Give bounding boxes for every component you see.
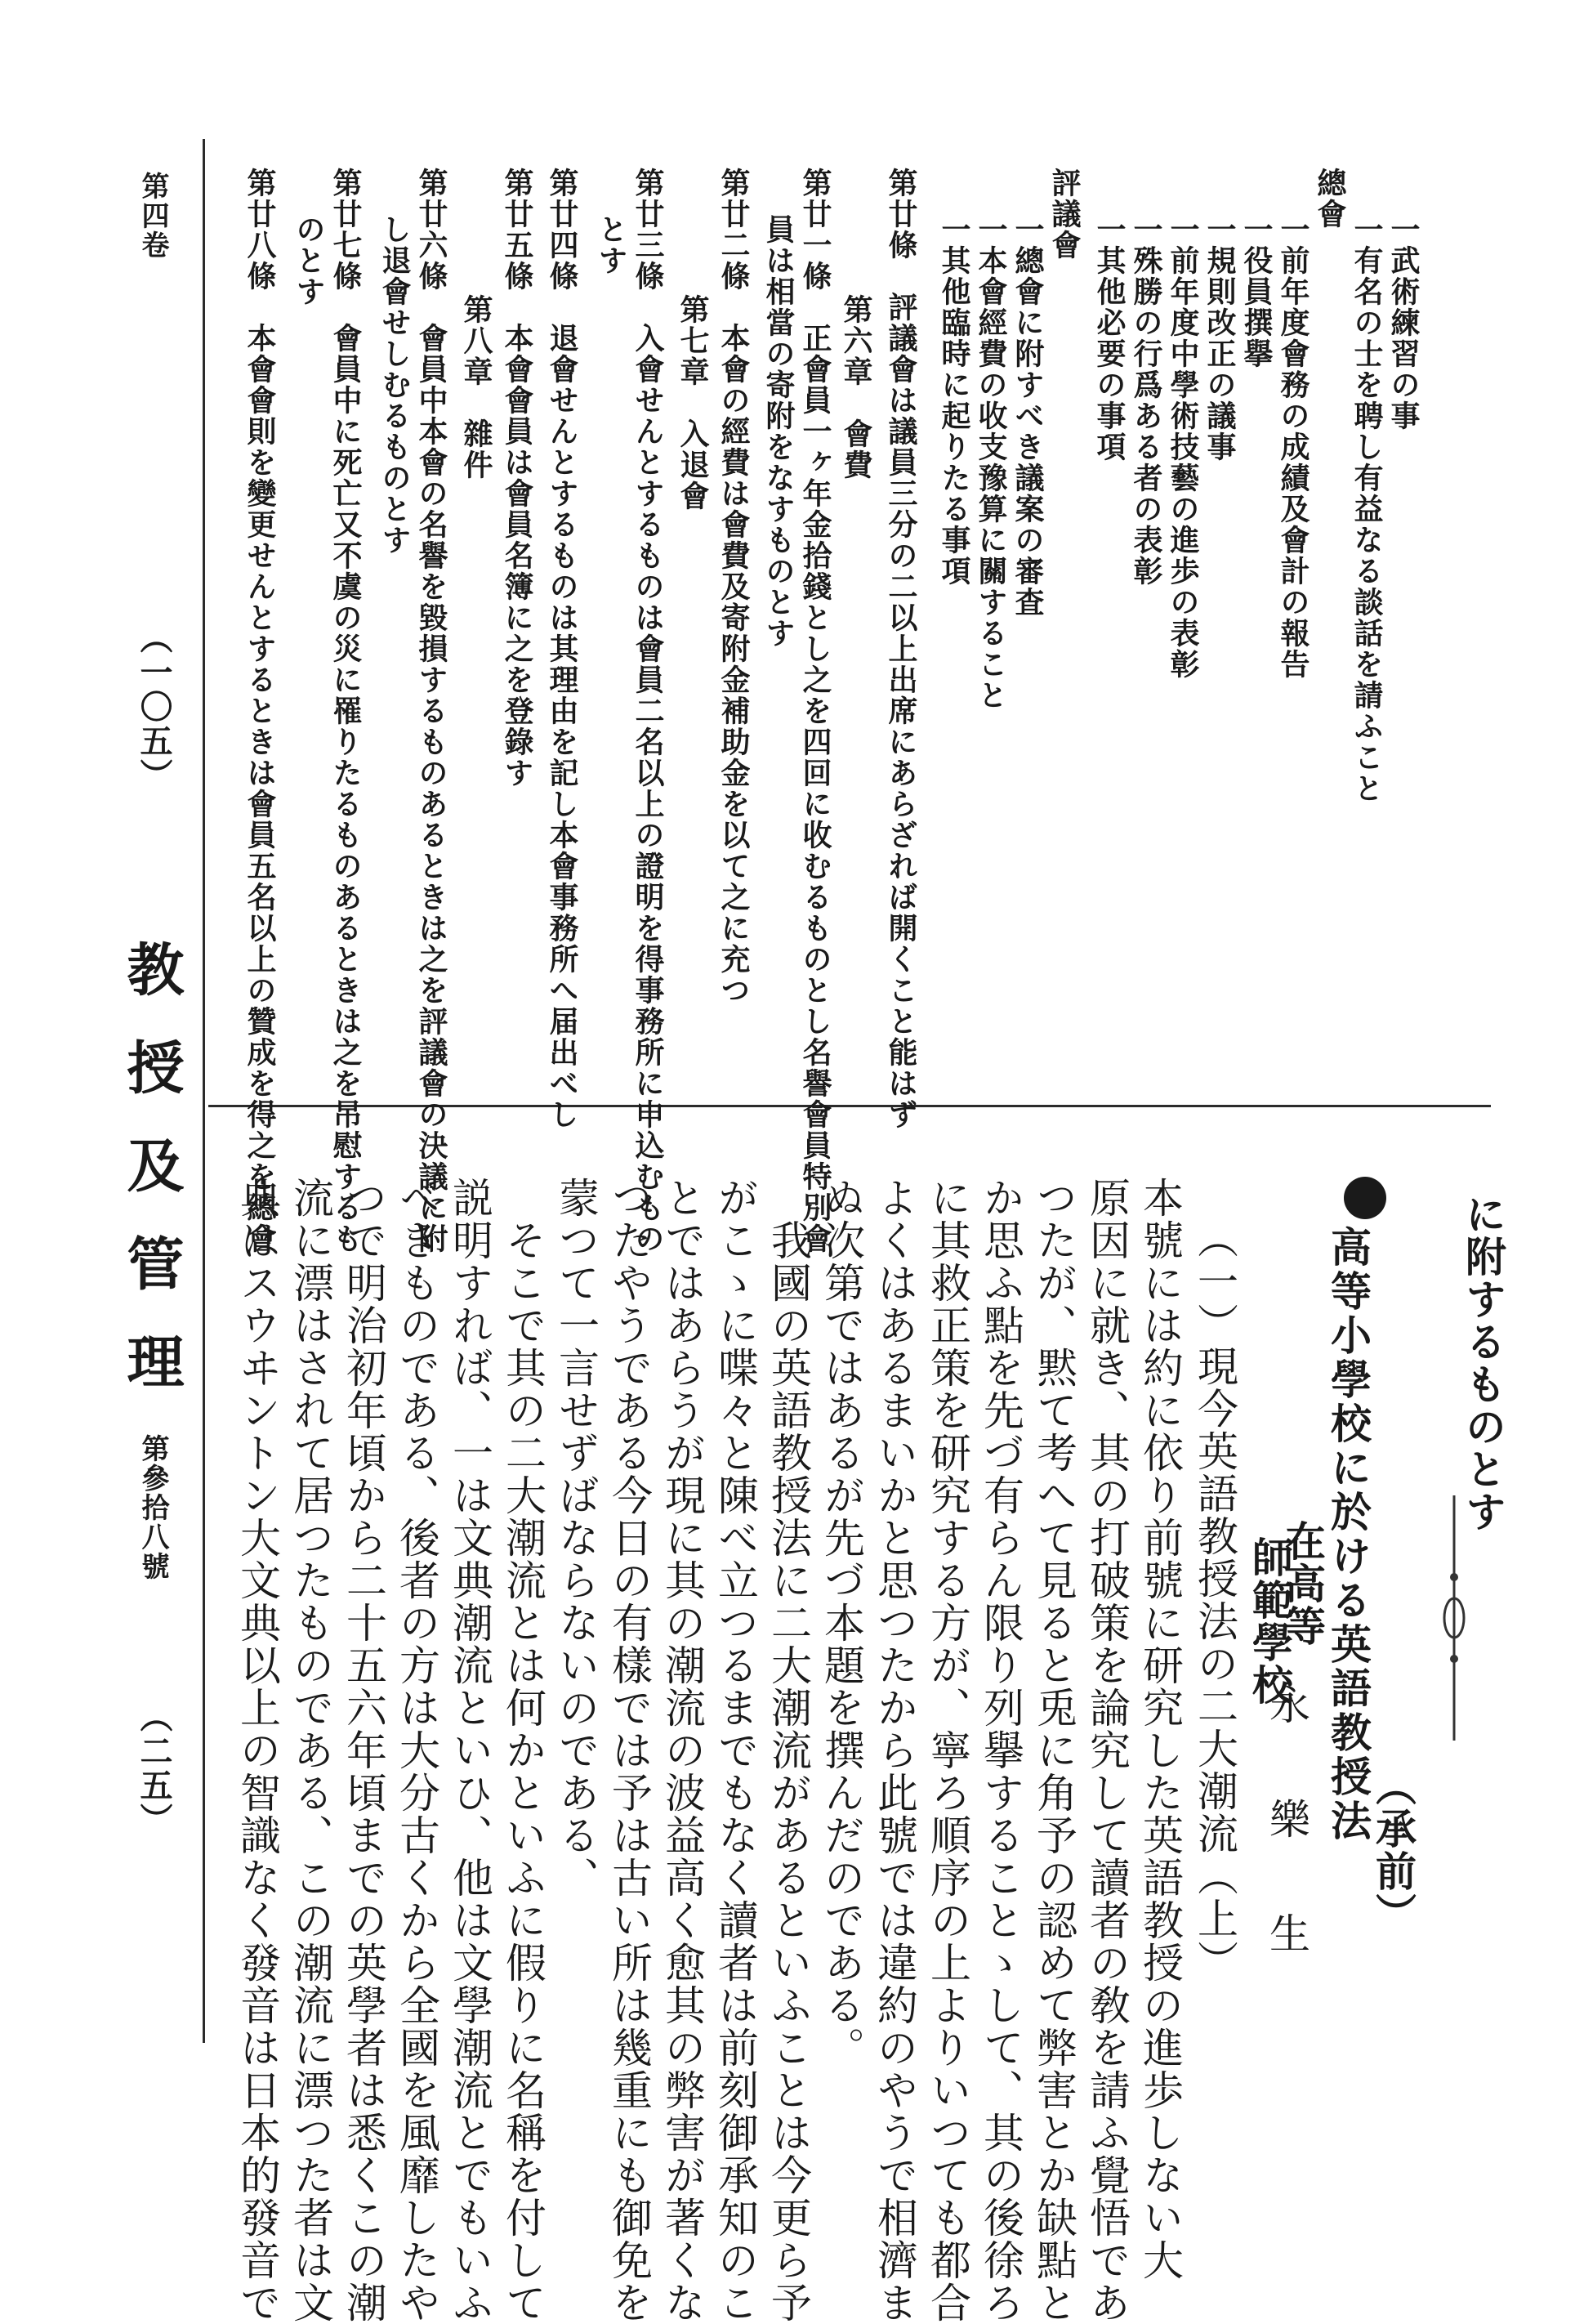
regulation-article: 第廿二條 本會の經費は會費及寄附金補助金を以て之に充つ: [716, 168, 751, 1006]
regulation-line: 一役員撰擧: [1239, 214, 1274, 369]
chapter-heading: 第六章 會費: [839, 294, 873, 480]
regulation-line: 員は相當の寄附をなすものとす: [761, 214, 796, 649]
regulation-article: 第廿七條 會員中に死亡又不虞の災に罹りたるものあるときは之を吊慰するも: [328, 168, 363, 1254]
article-title-note: （承前）: [1369, 1765, 1417, 1935]
body-text-column: 我國の英語教授法に二大潮流があるといふことは今更ら予: [765, 1177, 812, 2324]
ornament-divider-icon: [1438, 1495, 1470, 1741]
regulation-heading: 評議會: [1047, 168, 1082, 261]
regulation-article: 第廿五條 本會會員は會員名簿に之を登錄す: [500, 168, 534, 789]
regulation-line: し退會せしむるものとす: [377, 214, 412, 556]
body-text-column: か思ふ點を先づ有らん限り列擧することゝして、其の後徐ろ: [977, 1177, 1024, 2324]
body-text-column: 流に漂はされて居つたものである、この潮流に漂つた者は文: [287, 1177, 334, 2324]
body-text-column: 原因に就き、其の打破策を論究して讀者の敎を請ふ覺悟であ: [1083, 1177, 1131, 2324]
page-number-left: （一〇五）: [135, 621, 173, 793]
regulation-line: 一規則改正の議事: [1202, 214, 1237, 463]
affiliation-line: 在高等: [1278, 1520, 1327, 1647]
issue-label: 第參拾八號: [136, 1434, 169, 1581]
body-text-column: 本號には約に依り前號に研究した英語教授の進歩しない大: [1136, 1177, 1184, 2282]
regulation-article: 第廿八條 本會會則を變更せんとするときは會員五名以上の贊成を得之を總會: [243, 168, 277, 1254]
regulation-article: 第廿六條 會員中本會の名譽を毀損するものあるときは之を評議會の決議に附: [414, 168, 448, 1254]
regulation-line: 一總會に附すべき議案の審査: [1011, 214, 1045, 618]
body-text-column: そこで其の二大潮流とは何かといふに假りに名稱を付して: [499, 1177, 547, 2324]
regulation-line: 一本會經費の收支豫算に關すること: [974, 214, 1008, 711]
title-bullet-icon: [1344, 1177, 1386, 1219]
journal-title: 教授及管理: [118, 940, 185, 1430]
chapter-heading: 第七章 入退會: [676, 294, 710, 512]
body-text-column: がこゝに喋々と陳べ立つるまでもなく讀者は前刻御承知のこ: [712, 1177, 759, 2324]
previous-article-tail: に附するものとす: [1459, 1193, 1507, 1533]
regulation-line: とす: [594, 214, 628, 276]
regulation-heading: 總會: [1313, 168, 1347, 230]
regulation-line: 一前年度會務の成績及會計の報告: [1276, 214, 1310, 680]
regulation-article: 第廿四條 退會せんとするものは其理由を記し本會事務所へ届出べし: [545, 168, 579, 1130]
regulation-line: 一有名の士を聘し有益なる談話を請ふこと: [1350, 214, 1384, 804]
author-name: 永樂生: [1263, 1683, 1310, 2027]
section-heading: （一）現今英語教授法の二大潮流（上）: [1191, 1218, 1238, 1982]
article-title: 高等小學校に於ける英語教授法: [1324, 1226, 1372, 1844]
regulation-line: 一前年度中學術技藝の進歩の表彰: [1166, 214, 1200, 680]
body-text-column: ぬ次第ではあるが先づ本題を撰んだのである。: [818, 1177, 865, 2069]
body-text-column: に其救正策を研究する方が、寧ろ順序の上よりいつても都合: [924, 1177, 971, 2324]
section-divider: [208, 1105, 1491, 1107]
margin-divider: [203, 139, 205, 2043]
body-text-column: 説明すれば、一は文典潮流といひ、他は文學潮流とでもいふ: [446, 1177, 493, 2324]
body-text-column: つたやうである今日の有樣では予は古い所は幾重にも御免を: [605, 1177, 653, 2324]
volume-label: 第四卷: [136, 172, 169, 260]
body-text-column: つたが、黙て考へて見ると兎に角予の認めて弊害とか缺點と: [1030, 1177, 1078, 2324]
regulation-line: のとす: [292, 214, 326, 307]
body-text-column: つで明治初年頃から二十五六年頃までの英學者は悉くこの潮: [340, 1177, 387, 2324]
regulation-line: 一武術練習の事: [1386, 214, 1421, 431]
body-text-column: よくはあるまいかと思つたから此號では違約のやうで相濟ま: [871, 1177, 918, 2324]
body-text-column: 典はスウヰントン大文典以上の智識なく發音は日本的發音で: [234, 1177, 281, 2324]
body-text-column: 蒙つて一言せずばならないのである、: [552, 1177, 600, 1899]
body-text-column: とではあらうが現に其の潮流の波益高く愈其の弊害が著くな: [658, 1177, 706, 2324]
regulation-article: 第廿一條 正會員一ヶ年金拾錢とし之を四回に收むるものとし名譽會員特別會: [798, 168, 832, 1254]
regulation-line: 一其他必要の事項: [1092, 214, 1127, 463]
chapter-heading: 第八章 雜件: [459, 294, 493, 480]
page-number-right: （二五）: [135, 1700, 173, 1837]
regulation-line: 一殊勝の行爲ある者の表彰: [1129, 214, 1163, 587]
affiliation-line: 師範學校: [1246, 1536, 1294, 1706]
regulation-line: 一其他臨時に起りたる事項: [937, 214, 971, 587]
regulation-article: 第廿三條 入會せんとするものは會員二名以上の證明を得事務所に申込むもの: [631, 168, 665, 1254]
regulation-article: 第廿條 評議會は議員三分の二以上出席にあらざれば開くこと能はず: [884, 168, 918, 1130]
body-text-column: べきものである、後者の方は大分古くから全國を風靡したや: [393, 1177, 440, 2324]
